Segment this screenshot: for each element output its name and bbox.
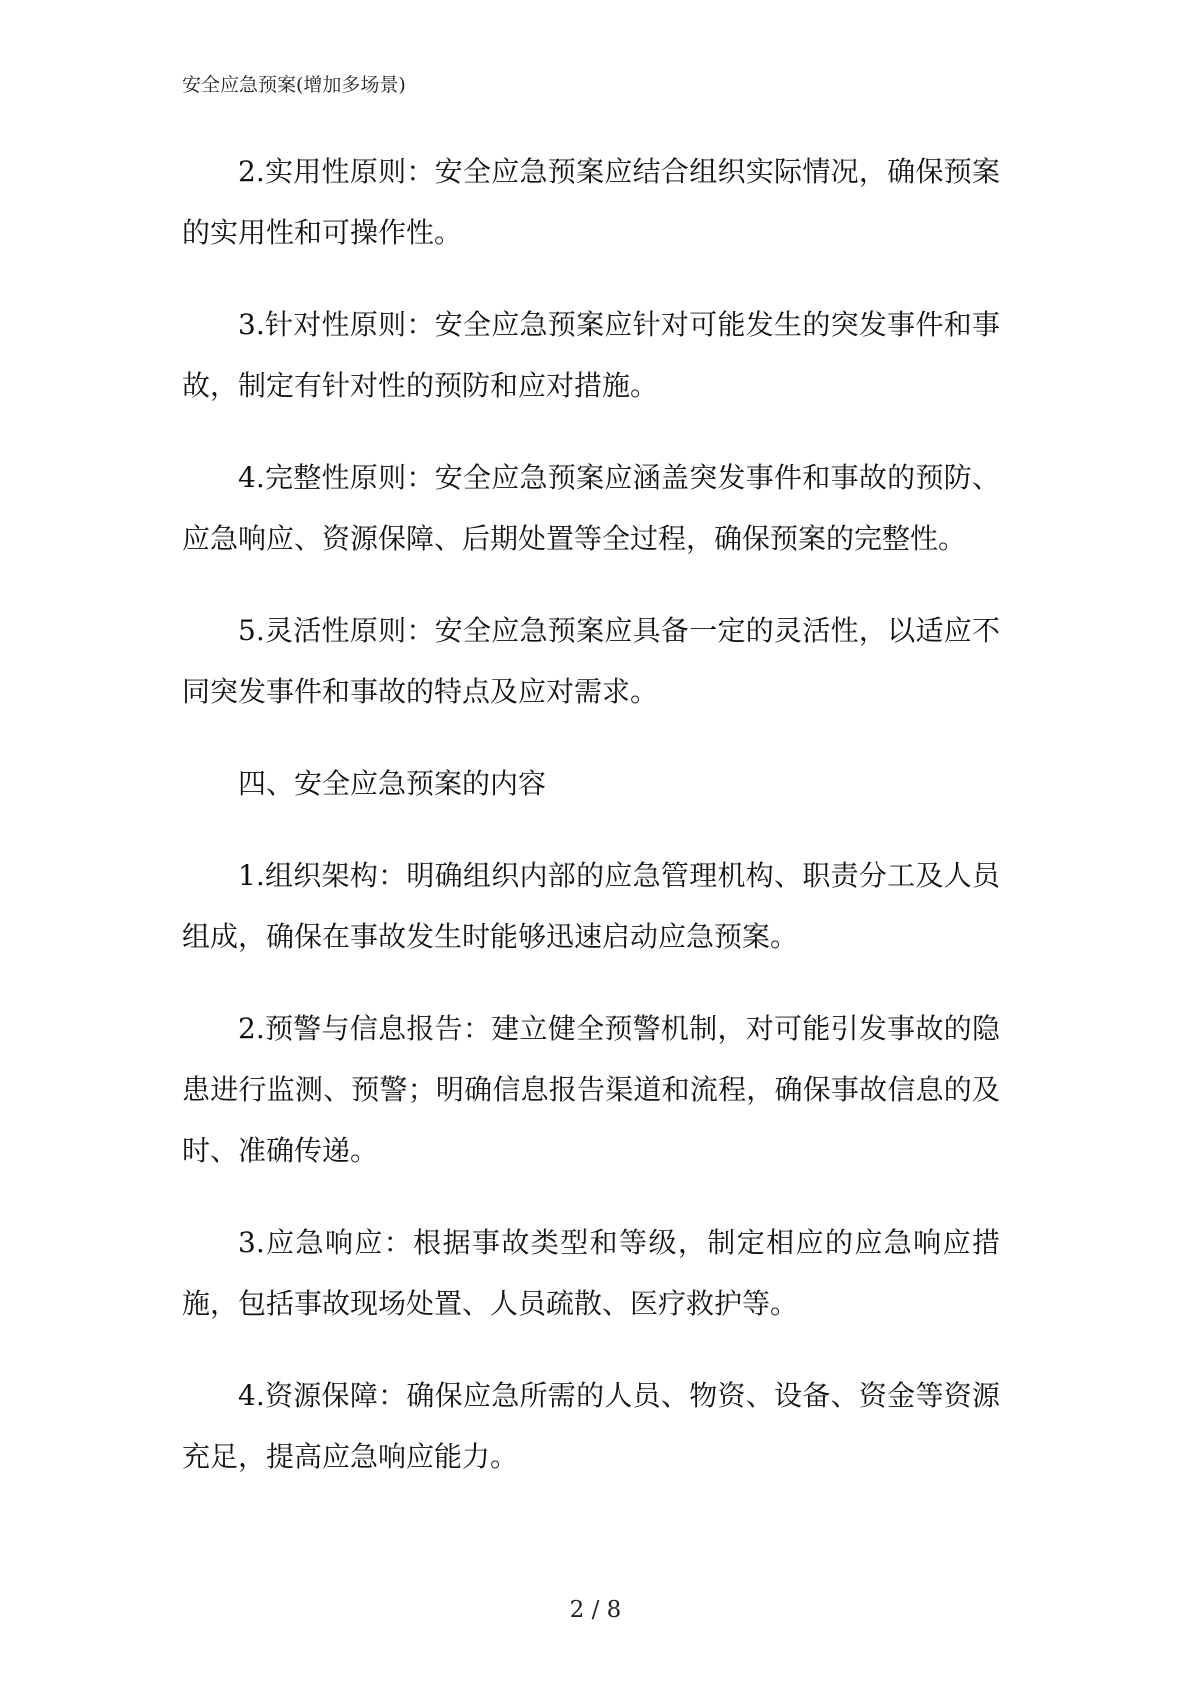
content-organization-structure: 1.组织架构：明确组织内部的应急管理机构、职责分工及人员组成，确保在事故发生时能够迅速启动应急预案。 (182, 859, 1000, 953)
principle-flexibility: 5.灵活性原则：安全应急预案应具备一定的灵活性，以适应不同突发事件和事故的特点及应对需求。 (182, 614, 1000, 708)
running-header: 安全应急预案(增加多场景) (182, 74, 406, 96)
page-number: 2 / 8 (569, 1597, 622, 1623)
content-resource-guarantee: 4.资源保障：确保应急所需的人员、物资、设备、资金等资源充足，提高应急响应能力。 (182, 1379, 1000, 1473)
principle-completeness: 4.完整性原则：安全应急预案应涵盖突发事件和事故的预防、应急响应、资源保障、后期处置等全过程，确保预案的完整性。 (182, 461, 1000, 555)
principle-practicality: 2.实用性原则：安全应急预案应结合组织实际情况，确保预案的实用性和可操作性。 (182, 155, 1000, 249)
document-body (182, 141, 1000, 1518)
principle-pertinence: 3.针对性原则：安全应急预案应针对可能发生的突发事件和事故，制定有针对性的预防和应对措施。 (182, 308, 1000, 402)
content-emergency-response: 3.应急响应：根据事故类型和等级，制定相应的应急响应措施，包括事故现场处置、人员疏散、医疗救护等。 (182, 1226, 1000, 1320)
section-heading-contents: 四、安全应急预案的内容 (238, 767, 547, 800)
content-warning-and-reporting: 2.预警与信息报告：建立健全预警机制，对可能引发事故的隐患进行监测、预警；明确信息报告渠道和流程，确保事故信息的及时、准确传递。 (182, 1012, 1000, 1167)
